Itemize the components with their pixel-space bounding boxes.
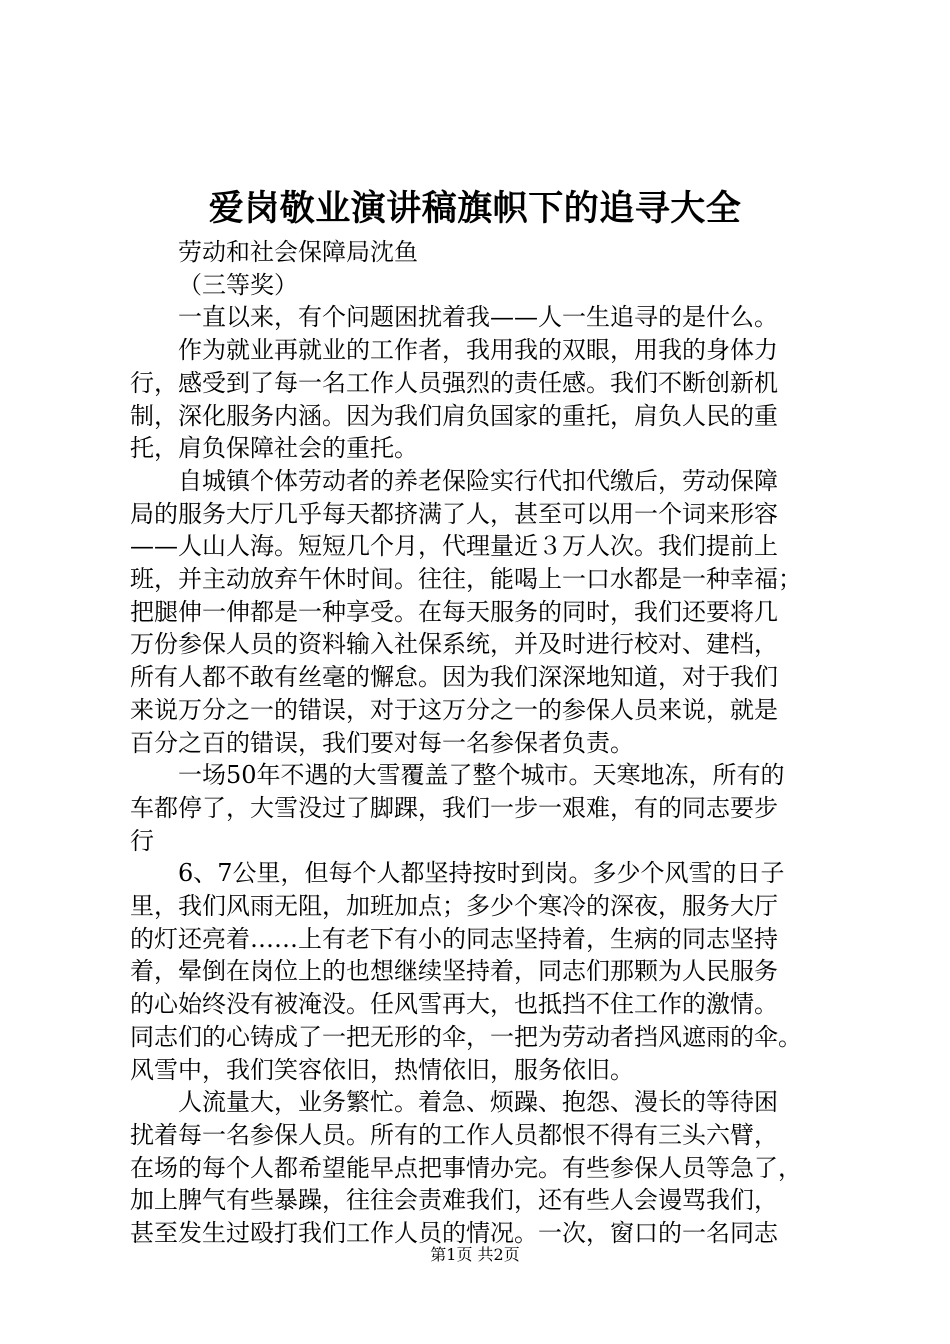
paragraph-persistence	[130, 857, 830, 1086]
text-line: 在场的每个人都希望能早点把事情办完。有些参保人员等急了，	[130, 1153, 802, 1182]
text-line: 劳动和社会保障局沈鱼	[178, 238, 418, 266]
text-line: 来说万分之一的错误，对于这万分之一的参保人员来说，就是	[130, 695, 778, 724]
document-title: 爱岗敬业演讲稿旗帜下的追寻大全	[208, 188, 742, 229]
text-line: 里，我们风雨无阻，加班加点；多少个寒冷的深夜，服务大厅	[130, 892, 778, 921]
paragraph-snowstorm	[130, 759, 830, 857]
paragraph-service-hall	[130, 465, 830, 759]
paragraph-intro	[130, 301, 830, 334]
text-line: （三等奖）	[178, 270, 298, 299]
page-number-footer: 第1页 共2页	[430, 1245, 520, 1264]
text-line: 的心始终没有被淹没。任风雪再大，也抵挡不住工作的激情。	[130, 990, 778, 1019]
text-line: ——人山人海。短短几个月，代理量近３万人次。我们提前上	[130, 532, 778, 561]
text-line: 同志们的心铸成了一把无形的伞，一把为劳动者挡风遮雨的伞。	[130, 1022, 802, 1051]
text-line: 一直以来，有个问题困扰着我——人一生追寻的是什么。	[178, 303, 778, 332]
text-line: 着，晕倒在岗位上的也想继续坚持着，同志们那颗为人民服务	[130, 957, 778, 986]
text-line: 作为就业再就业的工作者，我用我的双眼，用我的身体力	[178, 336, 778, 365]
text-line: 加上脾气有些暴躁，往往会责难我们，还有些人会谩骂我们，	[130, 1186, 778, 1215]
text-line: 6、7公里，但每个人都坚持按时到岗。多少个风雪的日子	[178, 859, 785, 888]
text-line: 局的服务大厅几乎每天都挤满了人，甚至可以用一个词来形容	[130, 499, 778, 528]
paragraph-crowd	[130, 1086, 830, 1250]
text-line: 行，感受到了每一名工作人员强烈的责任感。我们不断创新机	[130, 368, 778, 397]
document-body	[130, 236, 830, 1250]
text-line: 万份参保人员的资料输入社保系统，并及时进行校对、建档，	[130, 630, 778, 659]
text-line: 风雪中，我们笑容依旧，热情依旧，服务依旧。	[130, 1055, 634, 1084]
text-line: 托，肩负保障社会的重托。	[130, 434, 418, 463]
text-line: 把腿伸一伸都是一种享受。在每天服务的同时，我们还要将几	[130, 597, 778, 626]
paragraph-responsibility	[130, 334, 830, 465]
text-line: 百分之百的错误，我们要对每一名参保者负责。	[130, 728, 634, 757]
text-line: 的灯还亮着……上有老下有小的同志坚持着，生病的同志坚持	[130, 924, 778, 953]
text-line: 车都停了，大雪没过了脚踝，我们一步一艰难，有的同志要步	[130, 793, 778, 822]
text-line: 扰着每一名参保人员。所有的工作人员都恨不得有三头六臂，	[130, 1120, 778, 1149]
text-line: 一场50年不遇的大雪覆盖了整个城市。天寒地冻，所有的	[178, 761, 785, 790]
text-line: 甚至发生过殴打我们工作人员的情况。一次，窗口的一名同志	[130, 1219, 778, 1248]
text-line: 所有人都不敢有丝毫的懈怠。因为我们深深地知道，对于我们	[130, 663, 778, 692]
paragraph-author	[130, 236, 830, 269]
text-line: 班，并主动放弃午休时间。往往，能喝上一口水都是一种幸福；	[130, 565, 802, 594]
paragraph-award	[130, 269, 830, 302]
text-line: 人流量大，业务繁忙。着急、烦躁、抱怨、漫长的等待困	[178, 1088, 778, 1117]
text-line: 制，深化服务内涵。因为我们肩负国家的重托，肩负人民的重	[130, 401, 778, 430]
text-line: 自城镇个体劳动者的养老保险实行代扣代缴后，劳动保障	[178, 466, 778, 495]
text-line: 行	[130, 826, 154, 855]
